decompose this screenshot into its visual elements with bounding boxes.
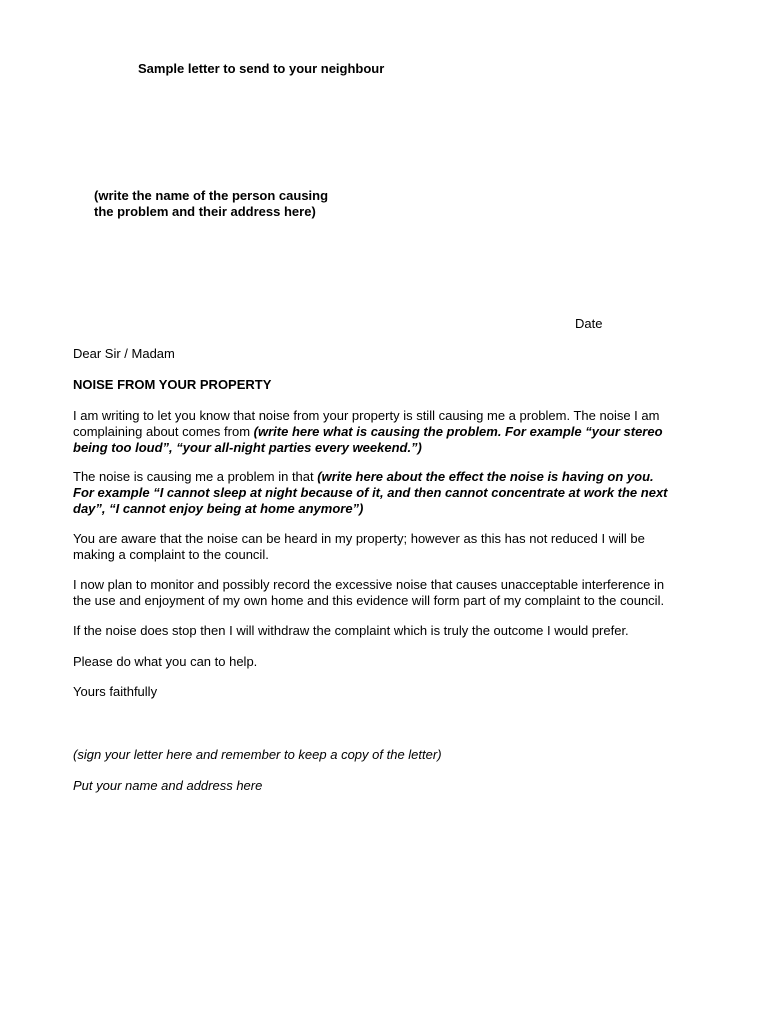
page-heading: Sample letter to send to your neighbour xyxy=(138,61,385,76)
name-address-note: Put your name and address here xyxy=(73,778,263,793)
signature-note: (sign your letter here and remember to keep a copy of the letter) xyxy=(73,747,442,762)
paragraph-4 xyxy=(73,577,733,609)
closing: Yours faithfully xyxy=(73,684,158,699)
paragraph-6: Please do what you can to help. xyxy=(73,654,258,669)
paragraph-3 xyxy=(73,531,733,563)
paragraph-2-line-3-instruction: day”, “I cannot enjoy being at home anymore”) xyxy=(73,501,364,516)
paragraph-4-line-1: I now plan to monitor and possibly record the excessive noise that causes unacceptable interference in xyxy=(73,577,665,592)
paragraph-1-line-1: I am writing to let you know that noise from your property is still causing me a problem. The noise I am xyxy=(73,408,660,423)
paragraph-1 xyxy=(73,408,733,456)
paragraph-3-line-1: You are aware that the noise can be heard in my property; however as this has not reduced I will be xyxy=(73,531,645,546)
paragraph-2-line-1 xyxy=(73,469,733,485)
subject-line: NOISE FROM YOUR PROPERTY xyxy=(73,377,272,392)
paragraph-4-line-2: the use and enjoyment of my own home and this evidence will form part of my complaint to the council. xyxy=(73,593,665,608)
paragraph-2-line-1-plain: The noise is causing me a problem in that xyxy=(73,469,318,484)
paragraph-2-line-2-instruction: For example “I cannot sleep at night because of it, and then cannot concentrate at work the next xyxy=(73,485,668,500)
date-label: Date xyxy=(575,316,603,331)
paragraph-1-line-2-plain: complaining about comes from xyxy=(73,424,254,439)
paragraph-1-line-2 xyxy=(73,424,733,440)
recipient-line-2: the problem and their address here) xyxy=(94,204,316,219)
paragraph-5: If the noise does stop then I will withdraw the complaint which is truly the outcome I would prefer. xyxy=(73,623,629,638)
paragraph-1-line-3-instruction: being too loud”, “your all-night parties every weekend.”) xyxy=(73,440,422,455)
recipient-address-placeholder xyxy=(94,188,394,220)
paragraph-2 xyxy=(73,469,733,517)
salutation: Dear Sir / Madam xyxy=(73,346,175,361)
paragraph-3-line-2: making a complaint to the council. xyxy=(73,547,269,562)
paragraph-1-line-2-instruction: (write here what is causing the problem. For example “your stereo xyxy=(253,424,663,439)
paragraph-2-line-1-instruction: (write here about the effect the noise is having on you. xyxy=(317,469,654,484)
recipient-line-1: (write the name of the person causing xyxy=(94,188,329,203)
